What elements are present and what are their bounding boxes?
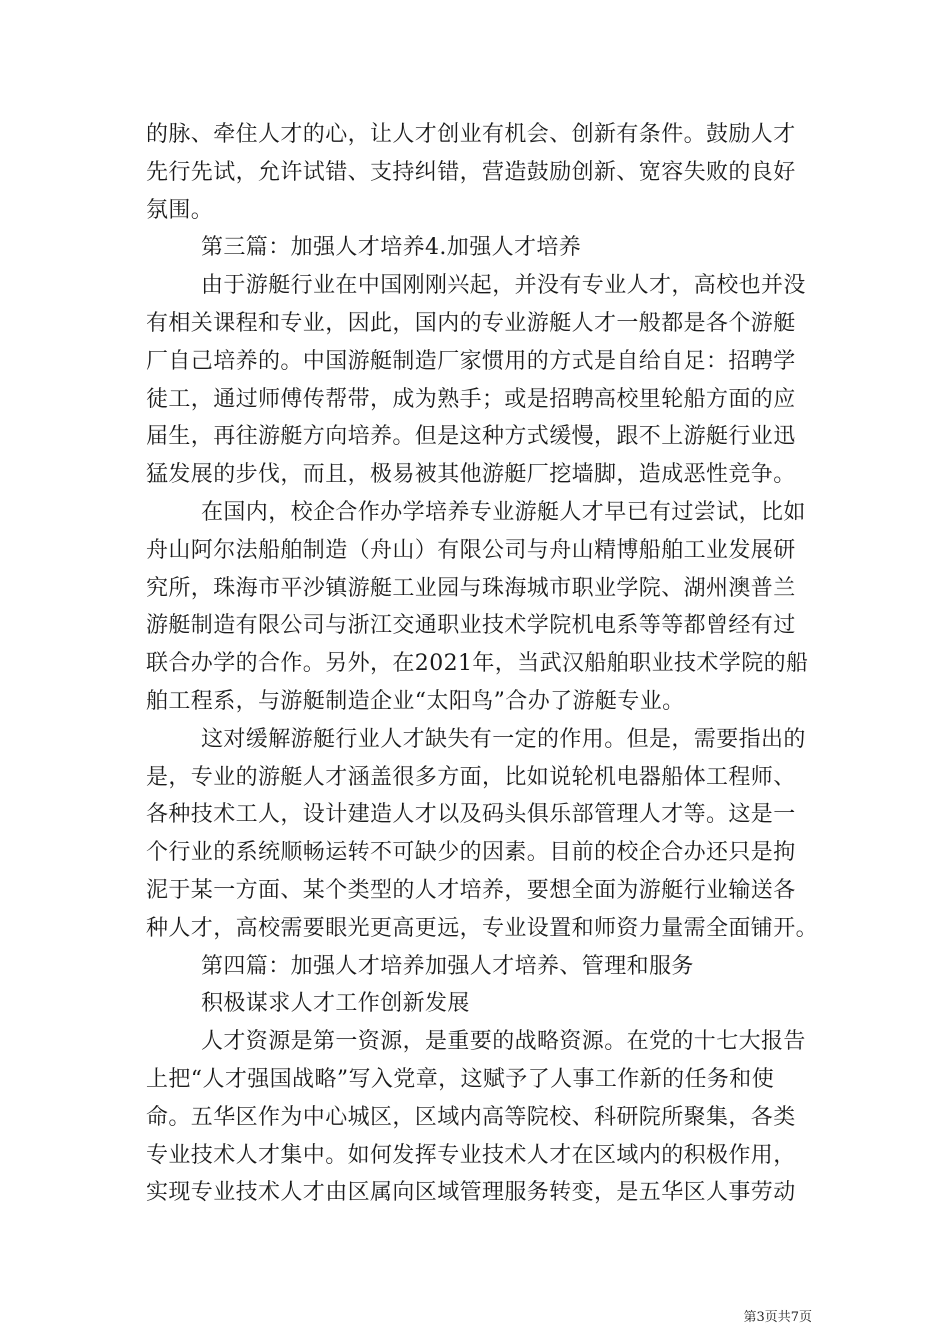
text-line: 先行先试，允许试错、支持纠错，营造鼓励创新、宽容失败的良好 xyxy=(146,159,796,185)
document-body xyxy=(146,116,819,1212)
text-line: 个行业的系统顺畅运转不可缺少的因素。目前的校企合办还只是拘 xyxy=(146,840,796,866)
text-line: 人才资源是第一资源，是重要的战略资源。在党的十七大报告 xyxy=(201,1029,806,1055)
text-line: 泥于某一方面、某个类型的人才培养，要想全面为游艇行业输送各 xyxy=(146,877,796,903)
text-line: 联合办学的合作。另外，在2021年，当武汉船舶职业技术学院的船 xyxy=(146,651,809,677)
text-line: 这对缓解游艇行业人才缺失有一定的作用。但是，需要指出的 xyxy=(201,726,806,752)
text-line: 是，专业的游艇人才涵盖很多方面，比如说轮机电器船体工程师、 xyxy=(146,764,796,790)
text-line: 第四篇：加强人才培养加强人才培养、管理和服务 xyxy=(201,953,694,979)
text-line: 专业技术人才集中。如何发挥专业技术人才在区域内的积极作用， xyxy=(146,1142,796,1168)
text-line: 游艇制造有限公司与浙江交通职业技术学院机电系等等都曾经有过 xyxy=(146,613,796,639)
text-line: 届生，再往游艇方向培养。但是这种方式缓慢，跟不上游艇行业迅 xyxy=(146,424,796,450)
text-line: 第三篇：加强人才培养4.加强人才培养 xyxy=(201,235,582,261)
text-line: 实现专业技术人才由区属向区域管理服务转变，是五华区人事劳动 xyxy=(146,1180,796,1206)
text-line: 命。五华区作为中心城区，区域内高等院校、科研院所聚集，各类 xyxy=(146,1104,796,1130)
text-line: 有相关课程和专业，因此，国内的专业游艇人才一般都是各个游艇 xyxy=(146,310,796,336)
text-line: 厂自己培养的。中国游艇制造厂家惯用的方式是自给自足：招聘学 xyxy=(146,348,796,374)
text-line: 舶工程系，与游艇制造企业“太阳鸟”合办了游艇专业。 xyxy=(146,688,685,714)
text-line: 究所，珠海市平沙镇游艇工业园与珠海城市职业学院、湖州澳普兰 xyxy=(146,575,796,601)
text-line: 舟山阿尔法船舶制造（舟山）有限公司与舟山精博船舶工业发展研 xyxy=(146,537,796,563)
text-line: 种人才，高校需要眼光更高更远，专业设置和师资力量需全面铺开。 xyxy=(146,915,819,941)
text-line: 积极谋求人才工作创新发展 xyxy=(201,991,470,1017)
text-line: 在国内，校企合作办学培养专业游艇人才早已有过尝试，比如 xyxy=(201,499,806,525)
page-number: 第3页共7页 xyxy=(743,1310,812,1325)
text-line: 徒工，通过师傅传帮带，成为熟手；或是招聘高校里轮船方面的应 xyxy=(146,386,796,412)
text-line: 上把“人才强国战略”写入党章，这赋予了人事工作新的任务和使 xyxy=(146,1066,775,1092)
text-line: 氛围。 xyxy=(146,197,214,223)
text-line: 由于游艇行业在中国刚刚兴起，并没有专业人才，高校也并没 xyxy=(201,273,806,299)
text-line: 的脉、牵住人才的心，让人才创业有机会、创新有条件。鼓励人才 xyxy=(146,122,796,147)
text-line: 各种技术工人，设计建造人才以及码头俱乐部管理人才等。这是一 xyxy=(146,802,796,828)
text-line: 猛发展的步伐，而且，极易被其他游艇厂挖墙脚，造成恶性竞争。 xyxy=(146,462,796,488)
